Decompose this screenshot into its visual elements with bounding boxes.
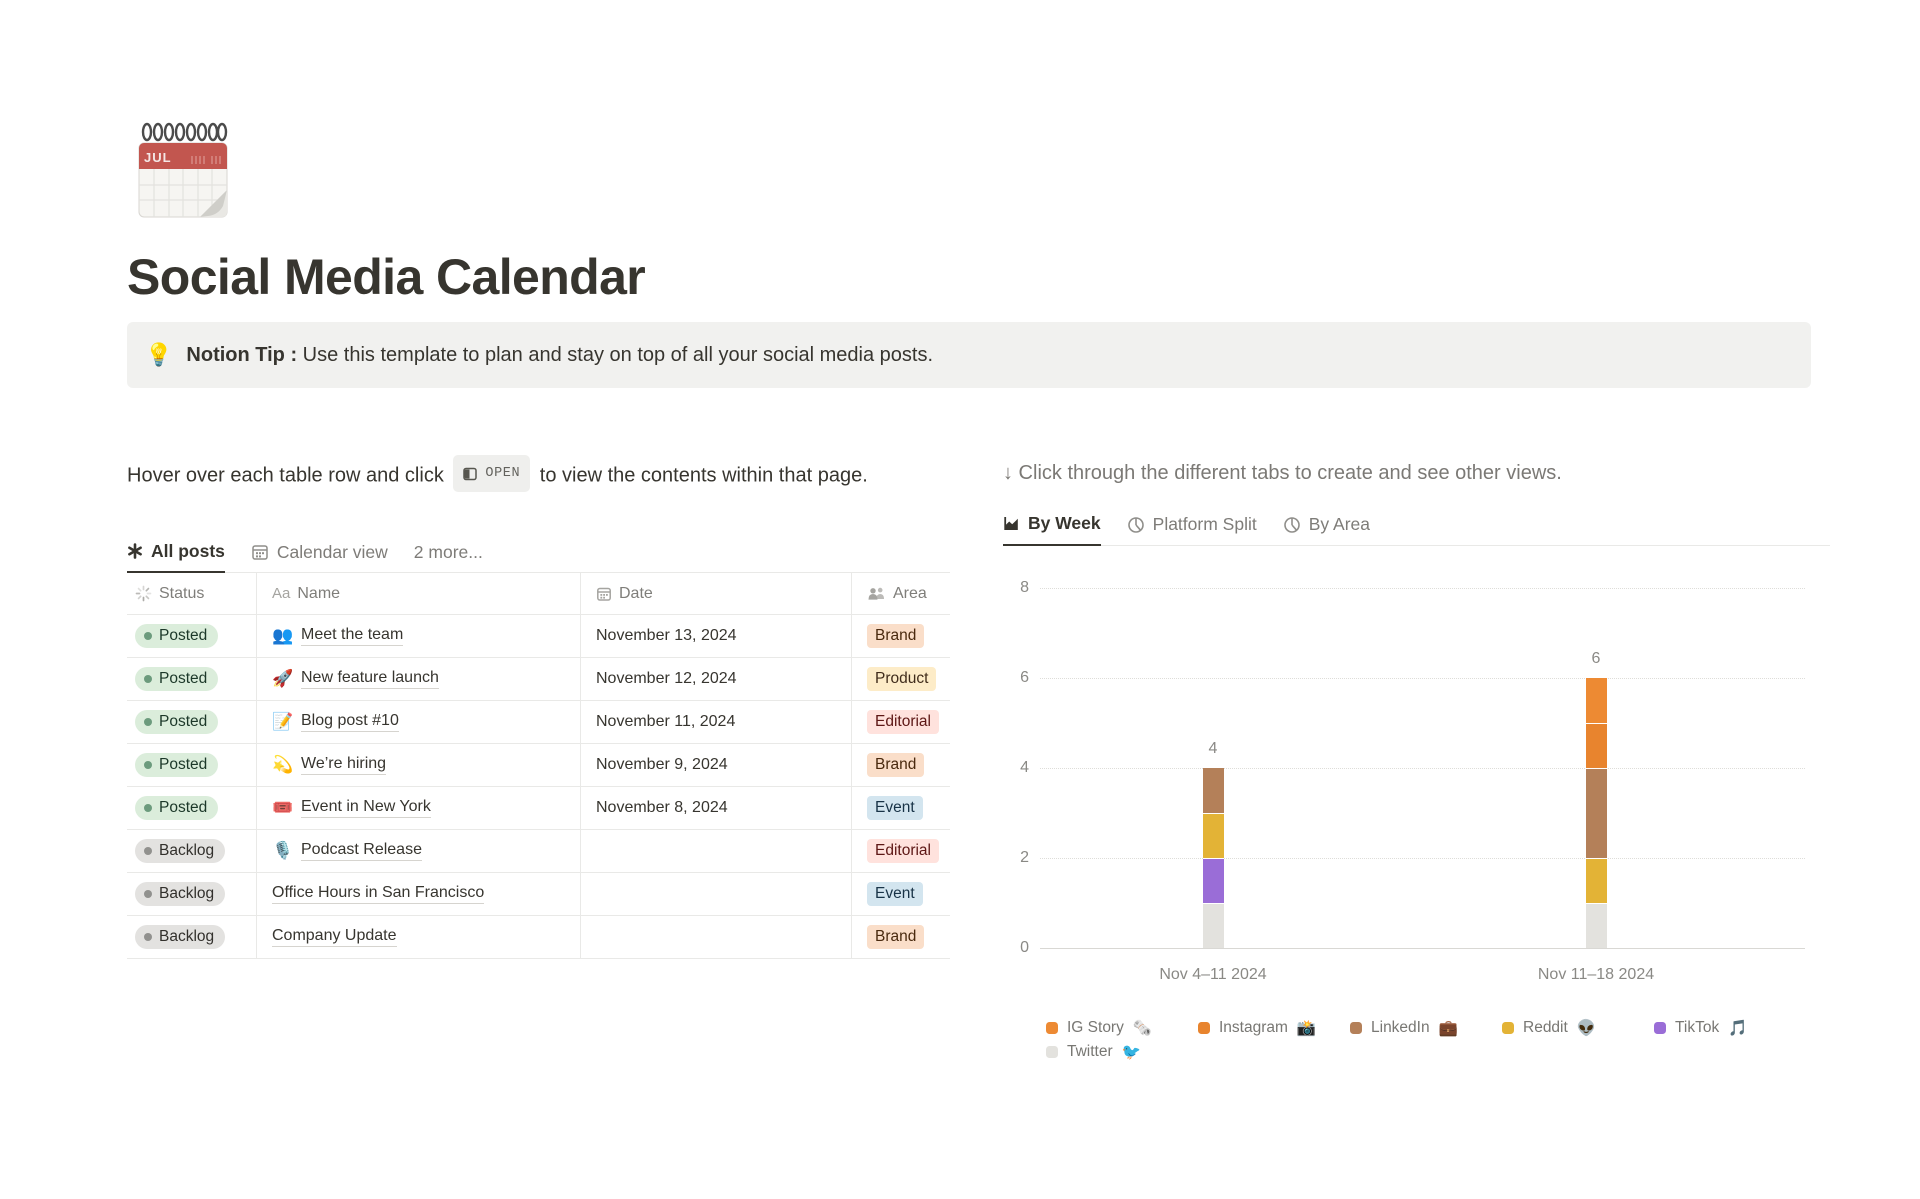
- area-tag[interactable]: Event: [867, 796, 923, 821]
- status-badge[interactable]: [135, 796, 218, 821]
- pie-chart-icon: [1127, 516, 1145, 534]
- page-link[interactable]: Meet the team: [301, 626, 403, 646]
- name-wrap: [272, 669, 439, 689]
- column-header-area[interactable]: Area: [851, 573, 950, 614]
- column-header-status[interactable]: Status: [127, 573, 256, 614]
- gridline-4: [1040, 768, 1805, 769]
- table-header-row: [127, 573, 950, 615]
- callout-text: Notion Tip : Use this template to plan and stay on top of all your social media posts.: [186, 343, 934, 366]
- status-label: Posted: [159, 626, 208, 644]
- table-row[interactable]: [127, 830, 950, 873]
- aa-icon: Aa: [272, 585, 291, 602]
- left-instruction-text: Hover over each table row and click OPEN to view the contents within that page.: [127, 455, 889, 492]
- table-row[interactable]: [127, 701, 950, 744]
- date-value: November 9, 2024: [596, 756, 728, 773]
- side-peek-icon: [463, 467, 477, 481]
- cell-name[interactable]: [256, 787, 580, 829]
- cell-date[interactable]: [580, 615, 851, 657]
- table-row[interactable]: [127, 916, 950, 959]
- x-tick-label: Nov 11–18 2024: [1537, 966, 1655, 983]
- cell-area[interactable]: [851, 873, 950, 915]
- table-row[interactable]: [127, 787, 950, 830]
- tab-platform-split[interactable]: Platform Split: [1127, 506, 1257, 546]
- cell-status[interactable]: [127, 916, 256, 958]
- status-dot-icon: [144, 675, 152, 683]
- gridline-0: [1040, 948, 1805, 949]
- cell-name[interactable]: [256, 658, 580, 700]
- area-tag[interactable]: Event: [867, 882, 923, 907]
- page-title: Social Media Calendar: [127, 249, 646, 305]
- name-wrap: [272, 755, 386, 775]
- legend-label: Reddit: [1523, 1019, 1568, 1036]
- right-instruction-text: ↓ Click through the different tabs to create and see other views.: [1003, 462, 1562, 484]
- status-badge[interactable]: [135, 667, 218, 692]
- cell-area[interactable]: [851, 916, 950, 958]
- cell-date[interactable]: [580, 701, 851, 743]
- page-link[interactable]: Company Update: [272, 927, 397, 947]
- cell-name[interactable]: [256, 830, 580, 872]
- legend-label: Twitter: [1067, 1043, 1113, 1060]
- table-body: [127, 615, 950, 959]
- cell-date[interactable]: [580, 658, 851, 700]
- legend-emoji-icon: 💼: [1438, 1019, 1458, 1037]
- status-spinner-icon: [135, 585, 152, 602]
- name-wrap: [272, 841, 422, 861]
- legend-item-twitter[interactable]: [1046, 1043, 1198, 1061]
- cell-status[interactable]: [127, 615, 256, 657]
- legend-swatch-icon: [1350, 1022, 1362, 1034]
- cell-date[interactable]: [580, 787, 851, 829]
- cell-status[interactable]: [127, 830, 256, 872]
- status-label: Backlog: [159, 927, 215, 945]
- name-wrap: [272, 927, 397, 947]
- notion-tip-callout: [127, 322, 1811, 388]
- bar-total-label: 4: [1208, 740, 1218, 757]
- date-value: November 11, 2024: [596, 713, 736, 730]
- status-dot-icon: [144, 718, 152, 726]
- page-link[interactable]: Blog post #10: [301, 712, 399, 732]
- legend-item-ig-story[interactable]: [1046, 1019, 1198, 1037]
- bar-segment-reddit[interactable]: [1203, 813, 1224, 858]
- status-badge[interactable]: [135, 753, 218, 778]
- y-tick-label: 6: [1020, 669, 1029, 686]
- status-dot-icon: [144, 890, 152, 898]
- tab-by-week[interactable]: By Week: [1003, 506, 1101, 546]
- status-label: Posted: [159, 755, 208, 773]
- x-tick-label: Nov 4–11 2024: [1159, 966, 1267, 983]
- lightbulb-icon: 💡: [145, 342, 173, 368]
- legend-emoji-icon: 📸: [1296, 1019, 1317, 1037]
- name-wrap: [272, 712, 399, 732]
- cell-status[interactable]: [127, 787, 256, 829]
- y-tick-label: 4: [1020, 759, 1029, 776]
- calendar-icon: [251, 543, 269, 561]
- legend-label: TikTok: [1675, 1019, 1720, 1036]
- left-view-tabbar: [127, 534, 950, 573]
- bar-1[interactable]: [1203, 768, 1224, 948]
- legend-emoji-icon: 🐦: [1121, 1043, 1141, 1061]
- legend-swatch-icon: [1046, 1022, 1058, 1034]
- column-header-name[interactable]: Aa Name: [256, 573, 580, 614]
- chart-legend: [1046, 1019, 1810, 1061]
- area-tag[interactable]: Editorial: [867, 839, 939, 864]
- status-badge[interactable]: [135, 839, 225, 864]
- page-link[interactable]: New feature launch: [301, 669, 439, 689]
- legend-label: LinkedIn: [1371, 1019, 1430, 1036]
- legend-swatch-icon: [1502, 1022, 1514, 1034]
- tab-all-posts[interactable]: All posts: [127, 534, 225, 573]
- stacked-bar-chart: [1040, 588, 1805, 948]
- area-tag[interactable]: Editorial: [867, 710, 939, 735]
- area-tag[interactable]: Brand: [867, 624, 924, 649]
- page-emoji-icon: 💫: [272, 755, 294, 775]
- gridline-8: [1040, 588, 1805, 589]
- cell-area[interactable]: [851, 658, 950, 700]
- legend-emoji-icon: 🗞️: [1132, 1019, 1153, 1037]
- cell-date[interactable]: [580, 873, 851, 915]
- cell-date[interactable]: [580, 830, 851, 872]
- table-row[interactable]: [127, 615, 950, 658]
- column-header-date[interactable]: Date: [580, 573, 851, 614]
- legend-swatch-icon: [1654, 1022, 1666, 1034]
- table-row[interactable]: [127, 873, 950, 916]
- cell-area[interactable]: [851, 830, 950, 872]
- cell-name[interactable]: [256, 701, 580, 743]
- bar-segment-reddit[interactable]: [1586, 858, 1607, 903]
- bar-segment-linkedin[interactable]: [1203, 768, 1224, 813]
- bar-chart-icon: [1003, 515, 1020, 532]
- page-emoji-icon: 📝: [272, 712, 294, 732]
- date-value: November 12, 2024: [596, 670, 737, 687]
- cell-date[interactable]: [580, 744, 851, 786]
- tab-calendar-view[interactable]: Calendar view: [251, 534, 388, 573]
- name-wrap: [272, 798, 431, 818]
- bar-segment-instagram[interactable]: [1586, 723, 1607, 768]
- area-tag[interactable]: Brand: [867, 753, 924, 778]
- tab-by-area[interactable]: By Area: [1283, 506, 1370, 546]
- cell-name[interactable]: [256, 744, 580, 786]
- page-link[interactable]: Office Hours in San Francisco: [272, 884, 484, 904]
- cell-area[interactable]: [851, 615, 950, 657]
- cell-area[interactable]: [851, 744, 950, 786]
- pie-chart-icon: [1283, 516, 1301, 534]
- cell-date[interactable]: [580, 916, 851, 958]
- y-tick-label: 8: [1020, 579, 1029, 596]
- status-badge[interactable]: [135, 710, 218, 735]
- page-emoji-icon: 🎟️: [272, 798, 294, 818]
- posts-table: [127, 573, 950, 959]
- bar-segment-twitter[interactable]: [1586, 903, 1607, 948]
- page-emoji-icon: 🚀: [272, 669, 294, 689]
- status-label: Posted: [159, 712, 208, 730]
- status-dot-icon: [144, 761, 152, 769]
- status-label: Backlog: [159, 841, 215, 859]
- people-icon: [867, 586, 886, 601]
- bar-segment-twitter[interactable]: [1203, 903, 1224, 948]
- bar-segment-linkedin[interactable]: [1586, 768, 1607, 858]
- tab-more-views[interactable]: 2 more...: [413, 541, 483, 562]
- bar-segment-ig-story[interactable]: [1586, 678, 1607, 723]
- legend-swatch-icon: [1046, 1046, 1058, 1058]
- legend-swatch-icon: [1198, 1022, 1210, 1034]
- legend-label: Instagram: [1219, 1019, 1288, 1036]
- name-wrap: [272, 626, 403, 646]
- status-dot-icon: [144, 847, 152, 855]
- legend-item-linkedin[interactable]: [1350, 1019, 1502, 1037]
- y-tick-label: 0: [1020, 939, 1029, 956]
- name-wrap: [272, 884, 484, 904]
- cell-status[interactable]: [127, 873, 256, 915]
- status-dot-icon: [144, 632, 152, 640]
- cell-name[interactable]: [256, 873, 580, 915]
- page-icon-spiral-calendar[interactable]: [130, 116, 236, 222]
- page-link[interactable]: Podcast Release: [301, 841, 422, 861]
- cell-area[interactable]: [851, 787, 950, 829]
- status-label: Posted: [159, 798, 208, 816]
- legend-label: IG Story: [1067, 1019, 1124, 1036]
- legend-emoji-icon: 🎵: [1728, 1019, 1748, 1037]
- cell-name[interactable]: [256, 916, 580, 958]
- status-label: Backlog: [159, 884, 215, 902]
- page-link[interactable]: We’re hiring: [301, 755, 386, 775]
- bar-segment-tiktok[interactable]: [1203, 858, 1224, 903]
- date-value: November 8, 2024: [596, 799, 728, 816]
- calendar-icon: [596, 586, 612, 602]
- gridline-2: [1040, 858, 1805, 859]
- table-row[interactable]: [127, 658, 950, 701]
- page-link[interactable]: Event in New York: [301, 798, 431, 818]
- legend-emoji-icon: 👽: [1576, 1019, 1597, 1037]
- y-tick-label: 2: [1020, 849, 1029, 866]
- area-tag[interactable]: Product: [867, 667, 936, 692]
- asterisk-icon: [127, 543, 143, 559]
- chart-view-tabbar: [1003, 506, 1830, 546]
- legend-item-tiktok[interactable]: [1654, 1019, 1806, 1037]
- date-value: November 13, 2024: [596, 627, 737, 644]
- status-dot-icon: [144, 804, 152, 812]
- open-button[interactable]: OPEN: [453, 455, 530, 492]
- area-tag[interactable]: Brand: [867, 925, 924, 950]
- status-badge[interactable]: [135, 925, 225, 950]
- cell-status[interactable]: [127, 658, 256, 700]
- status-badge[interactable]: [135, 624, 218, 649]
- bar-total-label: 6: [1591, 650, 1601, 667]
- cell-area[interactable]: [851, 701, 950, 743]
- page-emoji-icon: 👥: [272, 626, 294, 646]
- status-dot-icon: [144, 933, 152, 941]
- cell-status[interactable]: [127, 744, 256, 786]
- legend-item-instagram[interactable]: [1198, 1019, 1350, 1037]
- cell-status[interactable]: [127, 701, 256, 743]
- table-row[interactable]: [127, 744, 950, 787]
- spiral-calendar-graphic: [130, 116, 236, 222]
- legend-item-reddit[interactable]: [1502, 1019, 1654, 1037]
- status-label: Posted: [159, 669, 208, 687]
- status-badge[interactable]: [135, 882, 225, 907]
- svg-text:JUL: JUL: [144, 150, 172, 165]
- cell-name[interactable]: [256, 615, 580, 657]
- bar-2[interactable]: [1586, 678, 1607, 948]
- gridline-6: [1040, 678, 1805, 679]
- page-emoji-icon: 🎙️: [272, 841, 294, 861]
